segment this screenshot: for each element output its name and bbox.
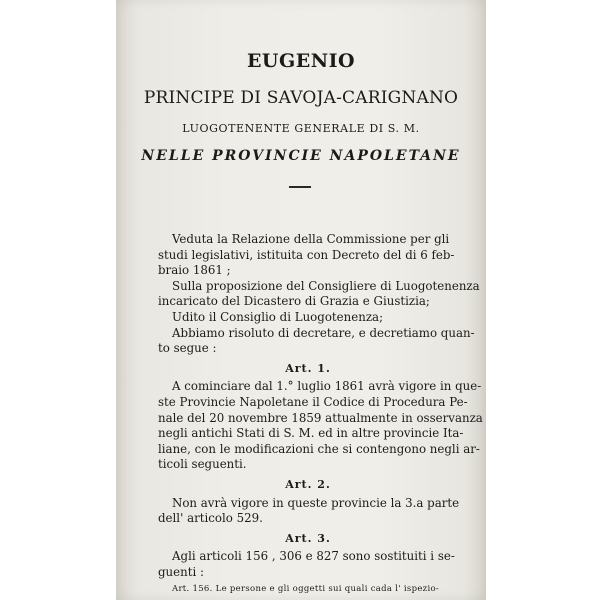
article-heading-1: Art. 1. [285,361,331,375]
preamble-line: to segue : [158,341,217,356]
article-line: nale del 20 novembre 1859 attualmente in osservanza [158,410,483,425]
heading-role: LUOGOTENENTE GENERALE DI S. M. [182,122,420,135]
article-line: guenti : [158,564,204,579]
article-line: Non avrà vigore in queste provincie la 3.a parte [172,495,460,510]
heading-title: PRINCIPE DI SAVOJA-CARIGNANO [143,88,459,108]
article-line: A cominciare dal 1.° luglio 1861 avrà vigore in que- [172,379,482,394]
article-line: ticoli seguenti. [158,457,247,472]
article-heading-3: Art. 3. [285,531,331,545]
preamble-line: Veduta la Relazione della Commissione per gli [172,232,450,246]
divider-rule [289,186,311,188]
article-line: ste Provincie Napoletane il Codice di Procedura Pe- [158,394,468,409]
preamble-line: braio 1861 ; [158,263,231,278]
heading-name: EUGENIO [246,50,356,72]
preamble-line: studi legislativi, istituita con Decreto del di 6 feb- [158,247,455,262]
decree-body [158,232,483,598]
article-156-line: Art. 156. Le persone e gli oggetti sui quali cada l' ispezio- [172,584,440,595]
preamble-line: Abbiamo risoluto di decretare, e decretiamo quan- [172,325,475,340]
article-line: Agli articoli 156 , 306 e 827 sono sostituiti i se- [172,549,455,564]
book-page [116,0,486,600]
article-line: liane, con le modificazioni che si contengono negli ar- [158,441,480,456]
article-line: negli antichi Stati di S. M. ed in altre provincie Ita- [158,426,464,441]
preamble-line: Sulla proposizione del Consigliere di Luogotenenza [172,278,480,293]
preamble-line: Udito il Consiglio di Luogotenenza; [172,309,384,324]
preamble-line: incaricato del Dicastero di Grazia e Giustizia; [158,294,430,309]
article-heading-2: Art. 2. [285,477,331,491]
article-line: dell' articolo 529. [158,511,263,526]
heading-region: NELLE PROVINCIE NAPOLETANE [141,148,461,164]
